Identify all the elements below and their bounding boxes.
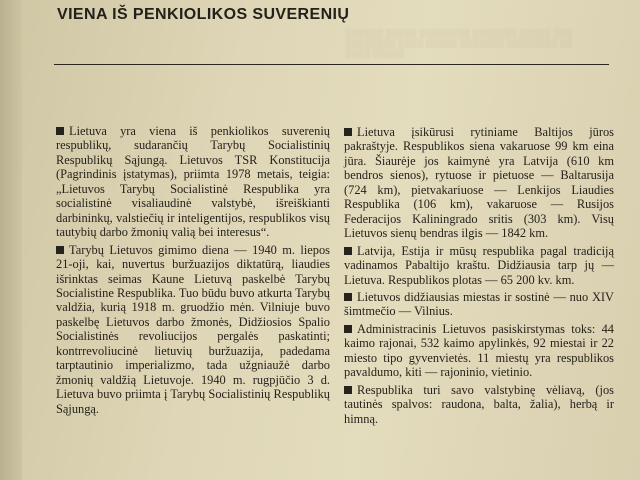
paragraph-text: Lietuva yra viena iš penkiolikos suverenių respublikų, sudarančių Tarybų Socialistinių Respublikų Sąjungą. Lietuvos TSR Konstitucija (Pagrindinis įstatymas), priimta 1978 metais, teigia: „Lietuvos Tarybų Socialistinė Respublika yra socialistinė visaliaudinė valstybė, išreiškianti darbininkų, valstiečių ir inteligentijos, respublikos visų tautybių darbo žmonių valią bei interesus“. [56,124,330,240]
bullet-square-icon [344,247,352,255]
paragraph-text: Lietuva įsikūrusi rytiniame Baltijos jūros pakraštyje. Respublikos siena vakaruose 99 km eina jūra. Šiaurėje jos kaimynė yra Latvija (610 km bendros sienos), rytuose ir pietuose — Baltarusija (724 km), pietvakariuose — Lenkijos Liaudies Respublika (106 km), vakaruose — Rusijos Federacijos Kaliningrado sritis (303 km). Visų Lietuvos sienų bendras ilgis — 1842 km. [344,125,614,241]
show-through-text: ░░░░░░ ░░░░░ ░░░░░░░░ ░░░░░░░ ░░░░░ ░░░ ░░░░░░░░ ░░░░ ░░░░░ ░░░░░░░ ░░░░░░░░ ░░ ░░░░ ░░░░░ [345,28,573,58]
left-column [56,124,330,419]
paragraph [344,383,614,426]
title-rule [54,64,609,65]
paragraph-text: Respublika turi savo valstybinę vėliavą, (jos tautinės spalvos: raudona, balta, žalia), herbą ir himną. [344,382,614,426]
bullet-square-icon [344,293,352,301]
paragraph [344,244,614,287]
paragraph-text: Latvija, Estija ir mūsų respublika pagal tradiciją vadinamos Pabaltijo kraštu. Didžiausia tarp jų — Lietuva. Respublikos plotas — 65 200 kv. km. [344,243,614,287]
paragraph-text: Lietuvos didžiausias miestas ir sostinė — nuo XIV šimtmečio — Vilnius. [344,289,614,319]
bullet-square-icon [344,386,352,394]
page-binding-shadow [0,0,22,480]
paragraph-text: Tarybų Lietuvos gimimo diena — 1940 m. liepos 21-oji, kai, nuvertus buržuazijos diktatūrą, liaudies išrinktas seimas Kaune Lietuvą paskelbė Tarybų Socialistine Respublika. Tuo būdu buvo atkurta Tarybų valdžia, kurią 1918 m. gruodžio mėn. Vilniuje buvo paskelbę Lietuvos darbo žmonės, Didžiosios Spalio Socialistinės revoliucijos pergalės paskatinti; kontrrevoliucinė lietuvių buržuazija, padedama tarptautinio imperializmo, tada užgniaužė darbo žmonių valdžią Lietuvoje. 1940 m. rugpjūčio 3 d. Lietuva buvo priimta į Tarybų Socialistinių Respublikų Sąjungą. [56,242,330,416]
paragraph [344,125,614,241]
bullet-square-icon [56,127,64,135]
bullet-square-icon [344,128,352,136]
bullet-square-icon [344,325,352,333]
paragraph [344,290,614,319]
paragraph-text: Administracinis Lietuvos pasiskirstymas toks: 44 kaimo rajonai, 532 kaimo apylinkės, 92 miestai ir 22 miesto tipo gyvenvietės. 11 miestų yra respublikos pavaldumo, kiti — rajoninio, vietinio. [344,321,614,380]
paragraph [344,322,614,380]
paragraph [56,243,330,416]
bullet-square-icon [56,246,64,254]
paragraph [56,124,330,240]
page-title: VIENA IŠ PENKIOLIKOS SUVERENIŲ [57,6,350,23]
right-column [344,125,614,429]
